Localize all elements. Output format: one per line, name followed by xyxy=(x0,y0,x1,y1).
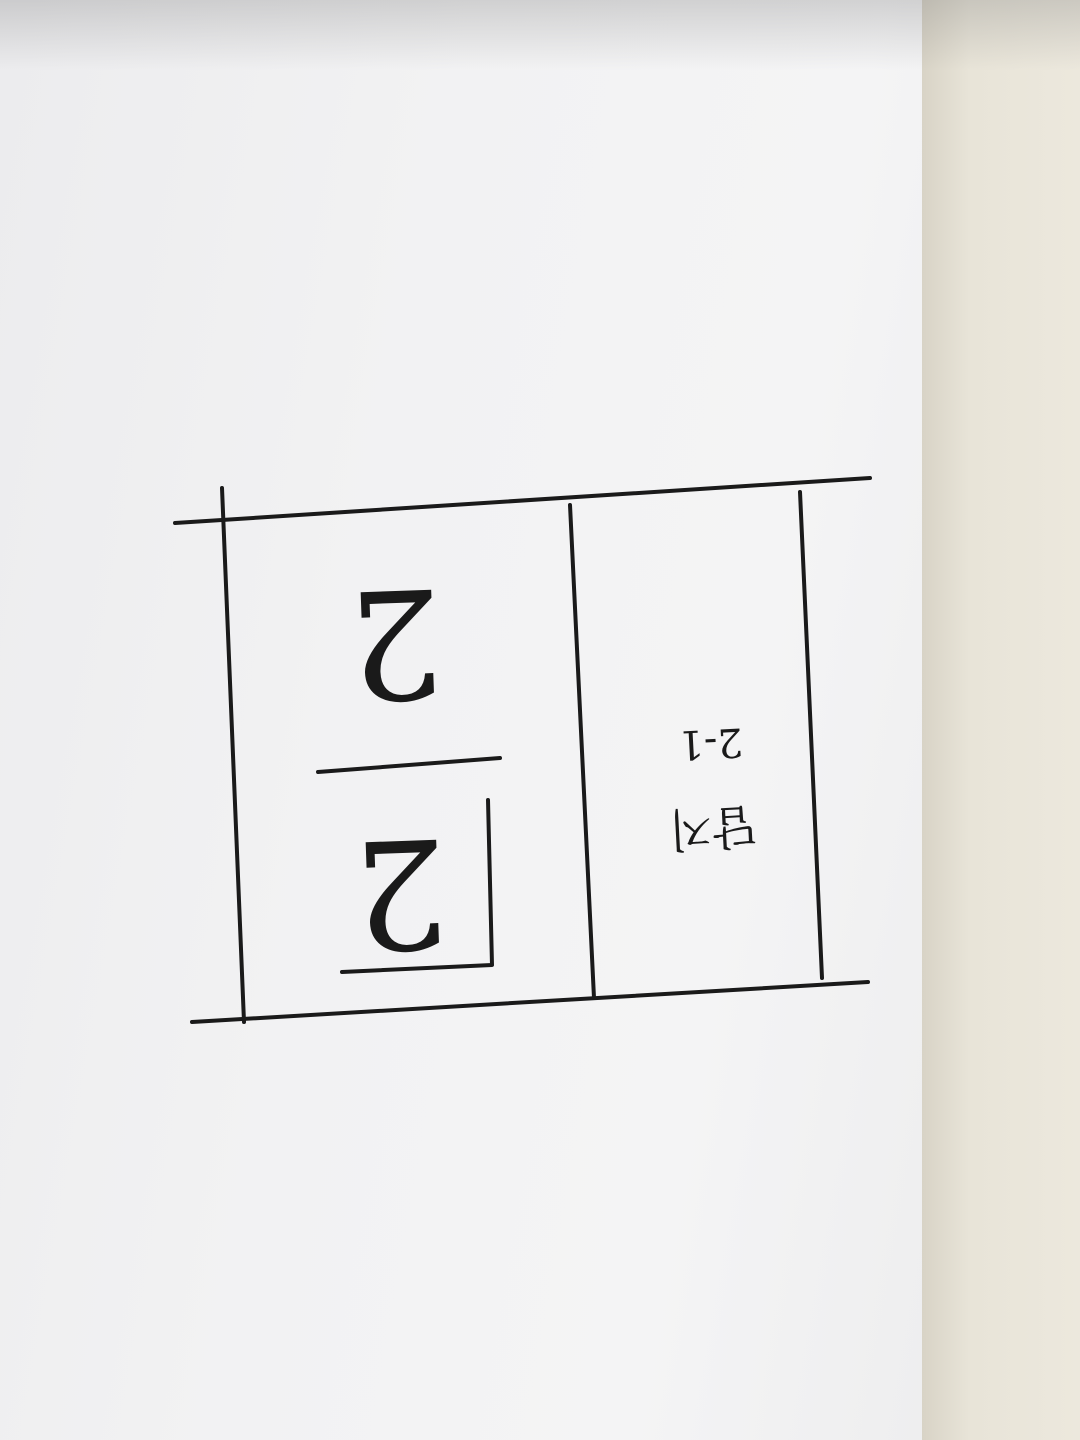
fraction-bar xyxy=(318,758,500,772)
header-label: 답지 xyxy=(667,798,759,858)
header-sublabel: 2-1 xyxy=(677,718,745,768)
table-middle-line xyxy=(570,505,594,998)
table-top-line xyxy=(175,478,870,523)
table-left-line xyxy=(222,488,244,1022)
answer-numerator: 2 xyxy=(349,803,452,981)
answer-denominator: 2 xyxy=(344,553,447,731)
table-bottom-line xyxy=(192,982,868,1022)
table-right-line xyxy=(800,492,822,978)
